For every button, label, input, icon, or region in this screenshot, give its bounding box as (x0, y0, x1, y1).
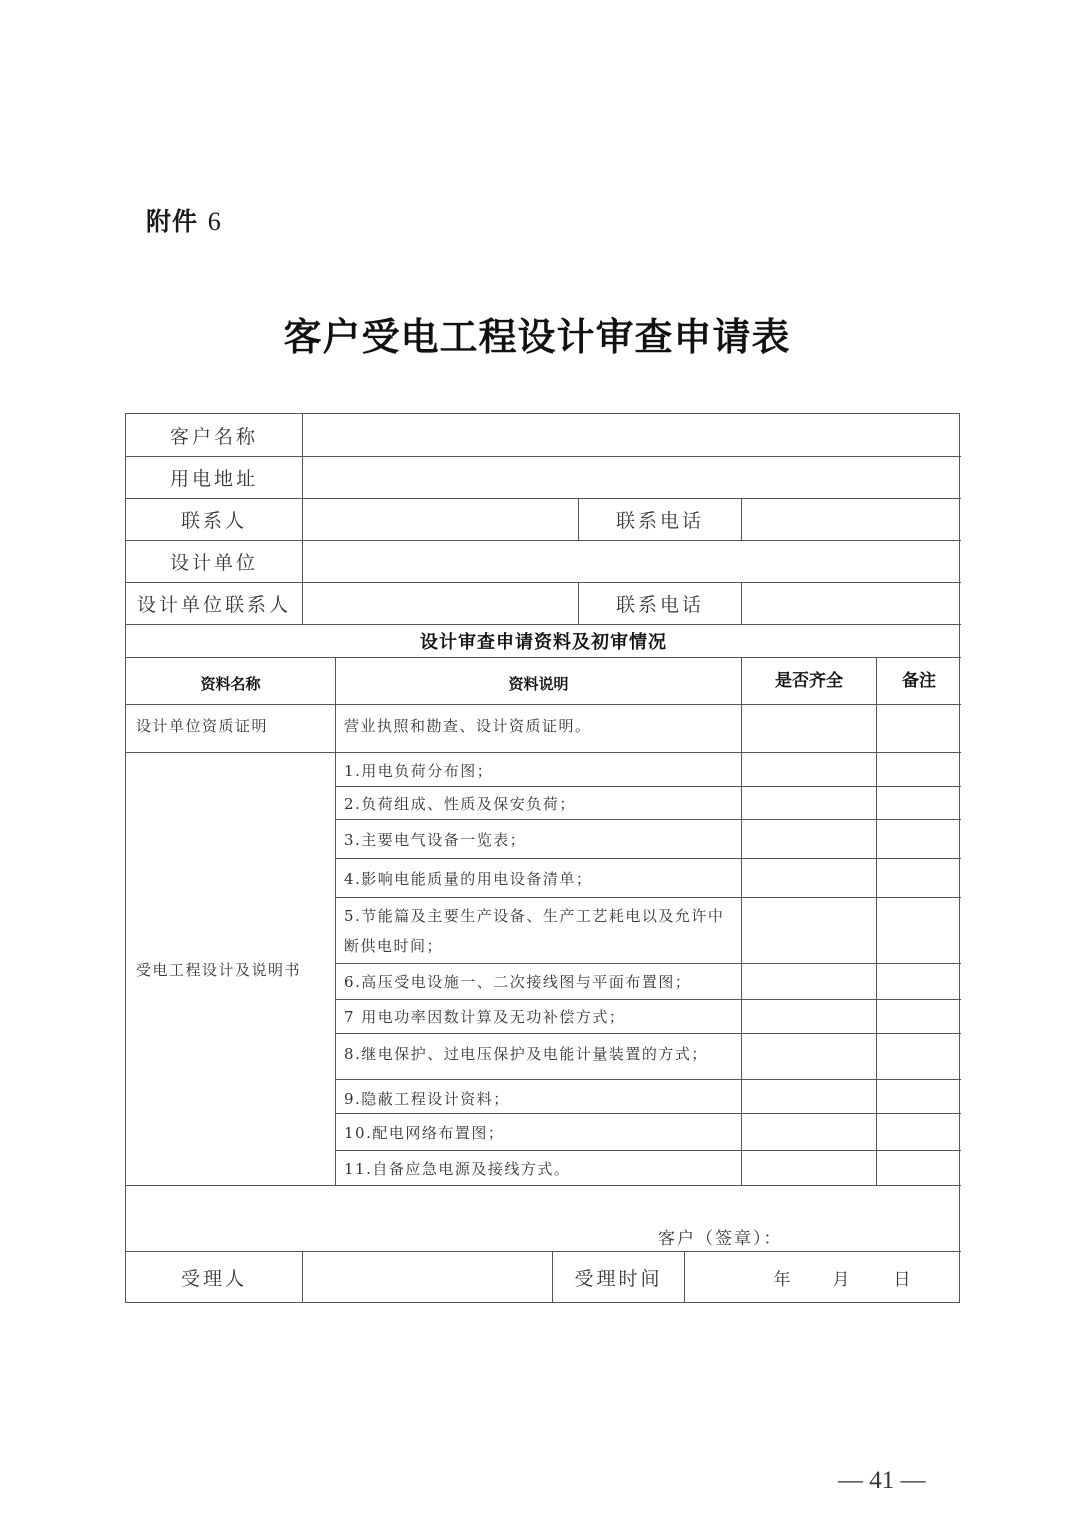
address-label: 用电地址 (169, 467, 258, 490)
date-day-label: 日 (893, 1270, 911, 1290)
design-unit-contact-field[interactable] (303, 582, 578, 624)
design-item-1: 1.用电负荷分布图； (344, 762, 494, 780)
customer-name-field[interactable] (303, 414, 961, 456)
design-item-6: 6.高压受电设施一、二次接线图与平面布置图； (344, 973, 692, 991)
attachment-text: 附件 (146, 207, 199, 236)
design-item-8: 8.继电保护、过电压保护及电能计量装置的方式； (344, 1044, 708, 1063)
design-unit-phone-field[interactable] (742, 582, 961, 624)
contact-label: 联系人 (180, 509, 247, 532)
page-number: — 41 — (838, 1467, 926, 1494)
design-docs-name: 受电工程设计及说明书 (136, 960, 302, 979)
design-item-2: 2.负荷组成、性质及保安负荷； (344, 794, 576, 813)
receive-time-label: 受理时间 (574, 1268, 663, 1290)
section-title: 设计审查申请资料及初审情况 (420, 631, 667, 653)
qualification-description: 营业执照和勘查、设计资质证明。 (344, 716, 592, 735)
design-item-11: 11.自备应急电源及接线方式。 (344, 1159, 571, 1178)
column-header-description: 资料说明 (508, 674, 569, 693)
date-month-label: 月 (832, 1270, 850, 1290)
design-item-7: 7 用电功率因数计算及无功补偿方式； (344, 1008, 626, 1026)
design-unit-contact-label: 设计单位联系人 (136, 593, 291, 616)
design-unit-field[interactable] (303, 540, 961, 582)
design-item-4: 4.影响电能质量的用电设备清单； (344, 869, 593, 888)
column-header-complete: 是否齐全 (775, 670, 843, 691)
customer-signature-label: 客户（签章）： (658, 1228, 783, 1249)
qualification-remarks-cell[interactable] (877, 705, 961, 752)
design-item-3: 3.主要电气设备一览表； (344, 830, 527, 849)
receiver-field[interactable] (303, 1252, 552, 1303)
design-item-10: 10.配电网络布置图； (344, 1123, 505, 1142)
column-header-name: 资料名称 (200, 674, 261, 693)
design-unit-label: 设计单位 (169, 551, 258, 574)
design-item-9: 9.隐蔽工程设计资料； (344, 1090, 510, 1108)
attachment-label (146, 202, 222, 238)
page-title: 客户受电工程设计审查申请表 (283, 314, 791, 359)
contact-phone-field[interactable] (742, 498, 961, 540)
design-item-5: 5.节能篇及主要生产设备、生产工艺耗电以及允许中断供电时间； (344, 906, 725, 955)
qualification-name: 设计单位资质证明 (136, 716, 269, 735)
column-header-remarks: 备注 (902, 670, 936, 691)
date-year-label: 年 (773, 1270, 791, 1290)
contact-phone-label: 联系电话 (615, 509, 704, 532)
application-form-table (125, 413, 960, 1303)
customer-name-label: 客户名称 (169, 425, 258, 448)
attachment-number: 6 (207, 207, 222, 236)
address-field[interactable] (303, 456, 961, 498)
qualification-complete-cell[interactable] (742, 705, 876, 752)
receiver-label: 受理人 (180, 1268, 247, 1290)
design-unit-phone-label: 联系电话 (615, 593, 704, 616)
contact-field[interactable] (303, 498, 578, 540)
